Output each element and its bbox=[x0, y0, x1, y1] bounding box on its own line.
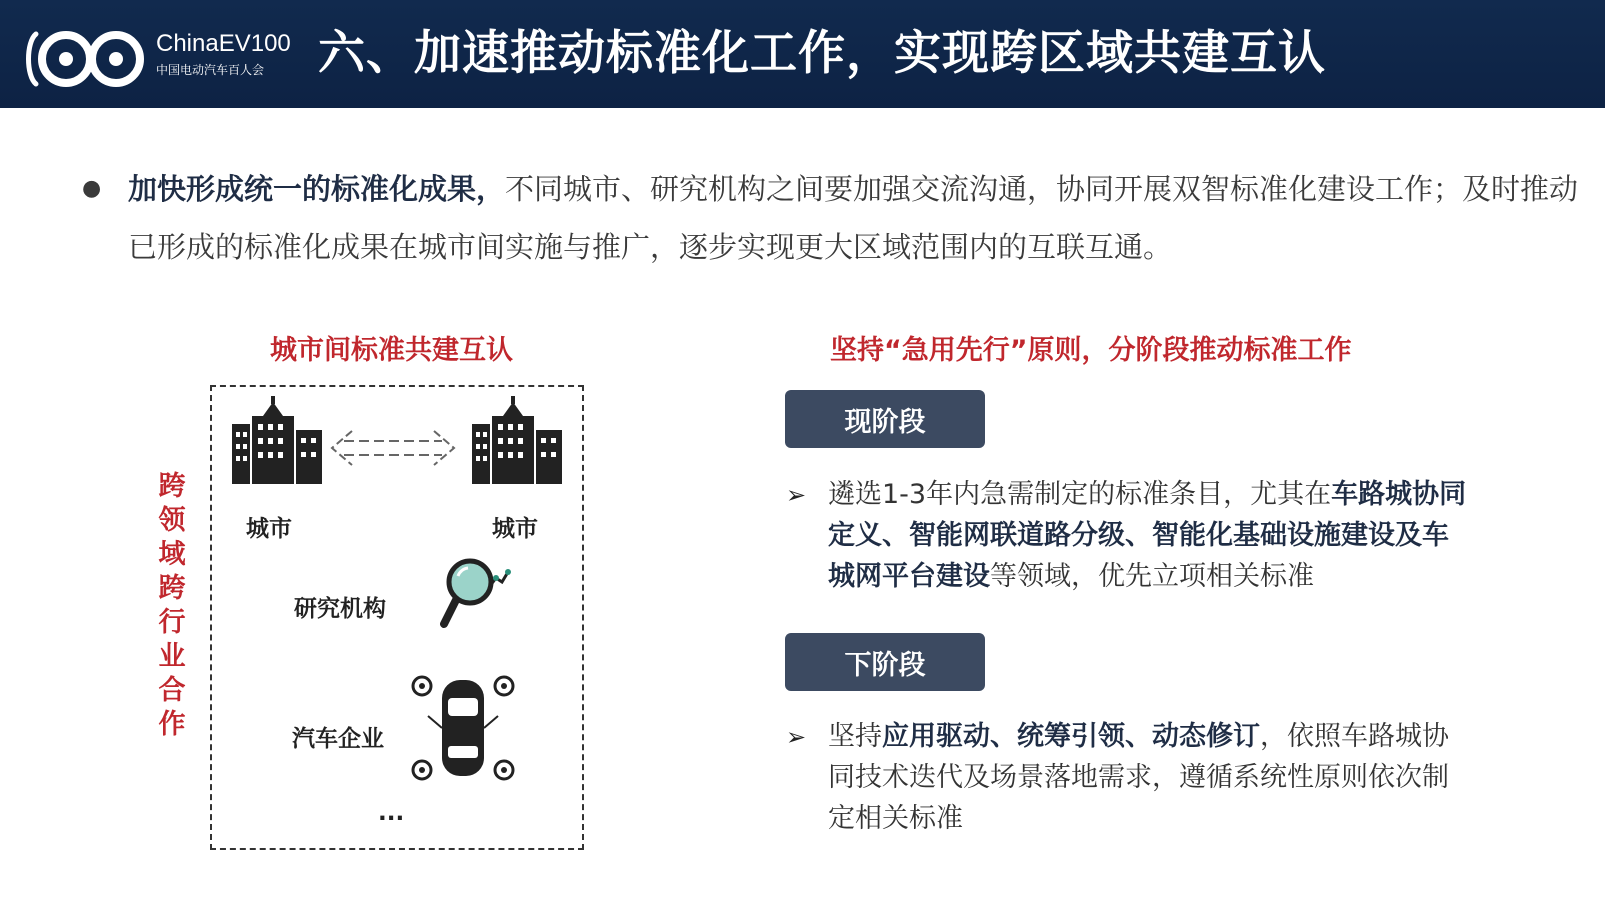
auto-label: 汽车企业 bbox=[292, 726, 384, 752]
stage1-text-1: 遴选1-3年内急需制定的标准条目，尤其在 bbox=[828, 479, 1332, 510]
vertical-char: 域 bbox=[158, 539, 186, 570]
chinaev100-logo-icon bbox=[22, 28, 150, 90]
stage-next-item bbox=[786, 716, 1470, 839]
stage2-text-2: ，依照车路城协同技术迭代及场景落地需求，遵循系统性原则依次制定相关标准 bbox=[828, 721, 1449, 834]
stage-next-text bbox=[828, 716, 1470, 839]
vertical-char: 跨 bbox=[158, 573, 186, 604]
stage2-bold: 应用驱动、统筹引领、动态修订 bbox=[882, 721, 1260, 752]
vertical-label bbox=[155, 470, 189, 742]
vertical-char: 业 bbox=[158, 641, 186, 672]
ellipsis-label: ... bbox=[378, 800, 405, 826]
vertical-char: 领 bbox=[158, 505, 186, 536]
intro-bold: 加快形成统一的标准化成果， bbox=[128, 172, 506, 206]
intro-body: 不同城市、研究机构之间要加强交流沟通，协同开展双智标准化建设工作；及时推动已形成的标准化成果在城市间实施与推广，逐步实现更大区域范围内的互联互通。 bbox=[128, 172, 1579, 264]
header-bar bbox=[0, 0, 1605, 108]
stage-current-item bbox=[786, 474, 1470, 597]
arrow-bullet-icon: ➢ bbox=[786, 481, 807, 509]
city-buildings-icon bbox=[472, 396, 562, 488]
vertical-char: 跨 bbox=[158, 471, 186, 502]
page-title: 六、加速推动标准化工作，实现跨区域共建互认 bbox=[318, 26, 1326, 81]
stage1-bold: 车路城协同定义、智能网联道路分级、智能化基础设施建设及车城网平台建设 bbox=[828, 479, 1467, 592]
right-heading: 坚持“急用先行”原则，分阶段推动标准工作 bbox=[830, 335, 1352, 366]
stage1-text-2: 等领域，优先立项相关标准 bbox=[990, 561, 1314, 592]
stage2-text-1: 坚持 bbox=[828, 721, 882, 752]
vertical-char: 行 bbox=[158, 607, 186, 638]
car-top-view-icon bbox=[410, 672, 516, 784]
logo-sub-text: 中国电动汽车百人会 bbox=[156, 63, 265, 77]
bullet-dot-icon: ● bbox=[82, 176, 102, 201]
logo-main-text: ChinaEV100 bbox=[156, 30, 291, 57]
intro-text bbox=[128, 160, 1590, 276]
vertical-char: 合 bbox=[158, 675, 186, 706]
intro-paragraph bbox=[80, 160, 1590, 276]
stage-next-box: 下阶段 bbox=[785, 633, 985, 691]
magnifier-icon bbox=[440, 556, 512, 636]
logo-text bbox=[156, 30, 291, 78]
stage-current-box: 现阶段 bbox=[785, 390, 985, 448]
city-left-label: 城市 bbox=[246, 516, 292, 542]
vertical-char: 作 bbox=[158, 709, 186, 740]
stage-current-text bbox=[828, 474, 1470, 597]
left-heading: 城市间标准共建互认 bbox=[270, 335, 513, 366]
city-buildings-icon bbox=[232, 396, 322, 488]
research-label: 研究机构 bbox=[294, 596, 386, 622]
double-arrow-icon bbox=[330, 428, 456, 468]
arrow-bullet-icon: ➢ bbox=[786, 723, 807, 751]
city-right-label: 城市 bbox=[492, 516, 538, 542]
